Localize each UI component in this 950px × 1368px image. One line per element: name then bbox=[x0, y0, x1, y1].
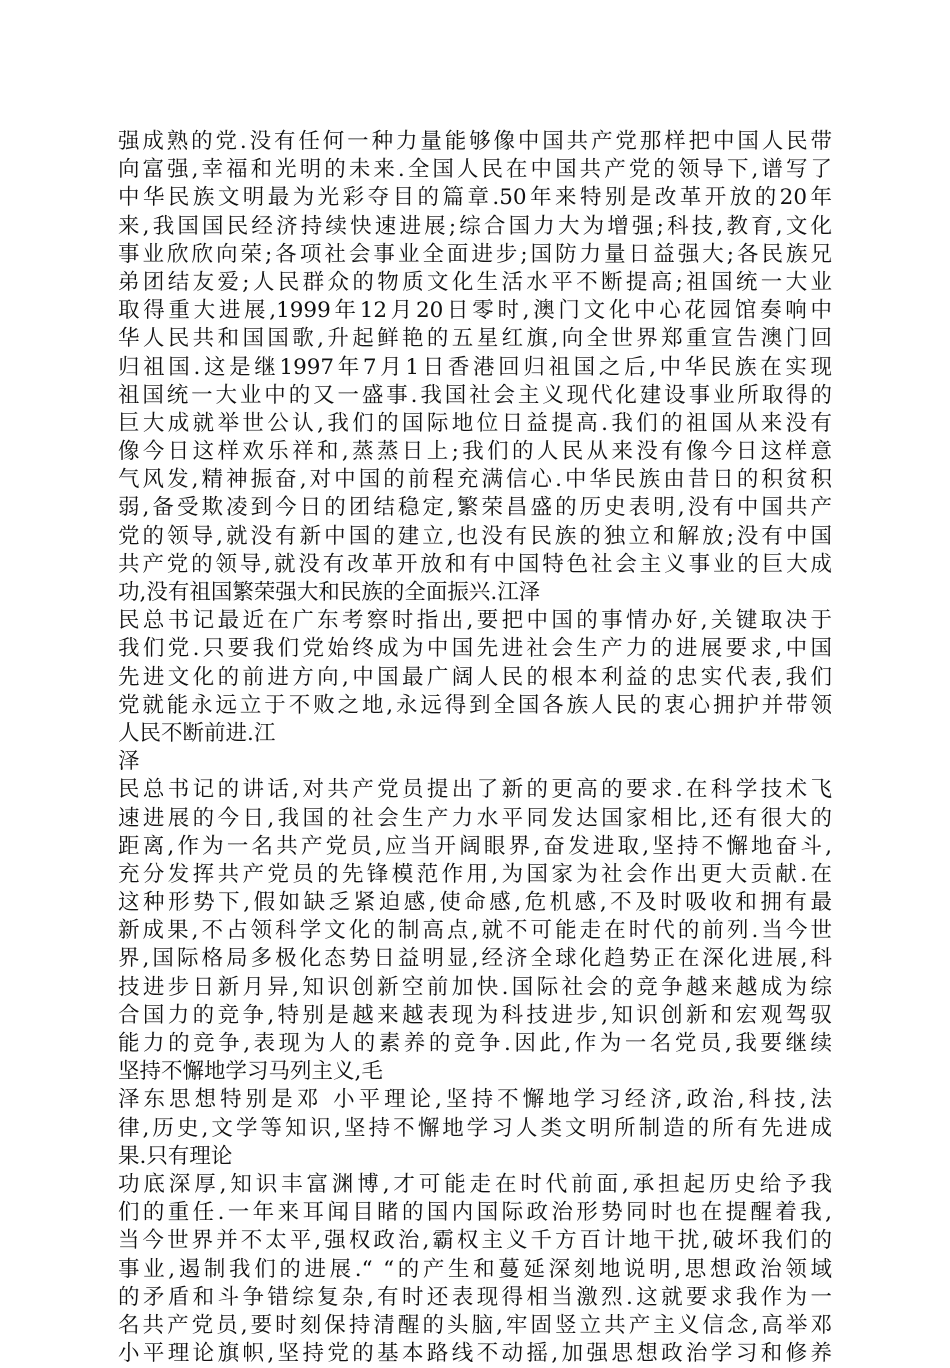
text-line: 泽 bbox=[118, 749, 140, 775]
text-line: 来,我国国民经济持续快速进展;综合国力大为增强;科技,教育,文化 bbox=[118, 213, 832, 239]
text-line: 中华民族文明最为光彩夺目的篇章.50年来特别是改革开放的20年 bbox=[118, 185, 832, 211]
text-line: 事业欣欣向荣;各项社会事业全面进步;国防力量日益强大;各民族兄 bbox=[118, 241, 832, 267]
text-line: 功,没有祖国繁荣强大和民族的全面振兴.江泽 bbox=[118, 580, 541, 605]
text-line: 充分发挥共产党员的先锋模范作用,为国家为社会作出更大贡献.在 bbox=[118, 861, 832, 887]
text-line: 这种形势下,假如缺乏紧迫感,使命感,危机感,不及时吸收和拥有最 bbox=[118, 890, 832, 916]
text-line: 民总书记最近在广东考察时指出,要把中国的事情办好,关键取决于 bbox=[118, 608, 832, 634]
text-line: 泽东思想特别是邓 小平理论,坚持不懈地学习经济,政治,科技,法 bbox=[118, 1087, 832, 1113]
text-line: 事业,遏制我们的进展.“ “的产生和蔓延深刻地说明,思想政治领域 bbox=[118, 1256, 832, 1282]
text-line: 技进步日新月异,知识创新空前加快.国际社会的竞争越来越成为综 bbox=[118, 974, 832, 1000]
text-line: 名共产党员,要时刻保持清醒的头脑,牢固竖立共产主义信念,高举邓 bbox=[118, 1312, 832, 1338]
text-line: 弟团结友爱;人民群众的物质文化生活水平不断提高;祖国统一大业 bbox=[118, 269, 832, 295]
text-line: 能力的竞争,表现为人的素养的竞争.因此,作为一名党员,我要继续 bbox=[118, 1031, 832, 1056]
text-line: 归祖国.这是继1997年7月1日香港回归祖国之后,中华民族在实现 bbox=[118, 354, 832, 380]
text-line: 我们党.只要我们党始终成为中国先进社会生产力的进展要求,中国 bbox=[118, 636, 832, 662]
text-line: 取得重大进展,1999年12月20日零时,澳门文化中心花园馆奏响中 bbox=[118, 298, 832, 324]
text-line: 强成熟的党.没有任何一种力量能够像中国共产党那样把中国人民带 bbox=[118, 129, 832, 154]
text-line: 合国力的竞争,特别是越来越表现为科技进步,知识创新和宏观驾驭 bbox=[118, 1002, 832, 1028]
text-line: 坚持不懈地学习马列主义,毛 bbox=[118, 1059, 383, 1085]
text-line: 党就能永远立于不败之地,永远得到全国各族人民的衷心拥护并带领 bbox=[118, 692, 832, 718]
text-line: 功底深厚,知识丰富渊博,才可能走在时代前面,承担起历史给予我 bbox=[118, 1171, 832, 1197]
text-line: 们的重任.一年来耳闻目睹的国内国际政治形势同时也在提醒着我, bbox=[118, 1200, 832, 1226]
text-line: 距离,作为一名共产党员,应当开阔眼界,奋发进取,坚持不懈地奋斗, bbox=[118, 833, 832, 859]
text-line: 民总书记的讲话,对共产党员提出了新的更高的要求.在科学技术飞 bbox=[118, 777, 832, 803]
text-line: 气风发,精神振奋,对中国的前程充满信心.中华民族由昔日的积贫积 bbox=[118, 467, 832, 493]
text-line: 弱,备受欺凌到今日的团结稳定,繁荣昌盛的历史表明,没有中国共产 bbox=[118, 495, 832, 521]
text-line: 律,历史,文学等知识,坚持不懈地学习人类文明所制造的所有先进成 bbox=[118, 1115, 832, 1141]
text-line: 当今世界并不太平,强权政治,霸权主义千方百计地干扰,破坏我们的 bbox=[118, 1228, 832, 1254]
text-line: 人民不断前进.江 bbox=[118, 720, 276, 746]
text-line: 先进文化的前进方向,中国最广阔人民的根本利益的忠实代表,我们 bbox=[118, 664, 832, 690]
text-line: 巨大成就举世公认,我们的国际地位日益提高.我们的祖国从来没有 bbox=[118, 410, 832, 436]
text-line: 速进展的今日,我国的社会生产力水平同发达国家相比,还有很大的 bbox=[118, 805, 832, 831]
text-line: 的矛盾和斗争错综复杂,有时还表现得相当激烈.这就要求我作为一 bbox=[118, 1284, 832, 1310]
text-line: 祖国统一大业中的又一盛事.我国社会主义现代化建设事业所取得的 bbox=[118, 382, 832, 408]
text-line: 华人民共和国国歌,升起鲜艳的五星红旗,向全世界郑重宣告澳门回 bbox=[118, 326, 832, 352]
text-line: 向富强,幸福和光明的未来.全国人民在中国共产党的领导下,谱写了 bbox=[118, 157, 832, 183]
text-line: 像今日这样欢乐祥和,蒸蒸日上;我们的人民从来没有像今日这样意 bbox=[118, 439, 832, 465]
text-line: 共产党的领导,就没有改革开放和有中国特色社会主义事业的巨大成 bbox=[118, 551, 832, 577]
text-line: 新成果,不占领科学文化的制高点,就不可能走在时代的前列.当今世 bbox=[118, 918, 832, 944]
text-line: 果.只有理论 bbox=[118, 1143, 233, 1169]
text-line: 界,国际格局多极化态势日益明显,经济全球化趋势正在深化进展,科 bbox=[118, 946, 832, 972]
body-text bbox=[118, 128, 832, 1368]
text-line: 小平理论旗帜,坚持党的基本路线不动摇,加强思想政治学习和修养 bbox=[118, 1341, 832, 1367]
text-line: 党的领导,就没有新中国的建立,也没有民族的独立和解放;没有中国 bbox=[118, 523, 832, 549]
